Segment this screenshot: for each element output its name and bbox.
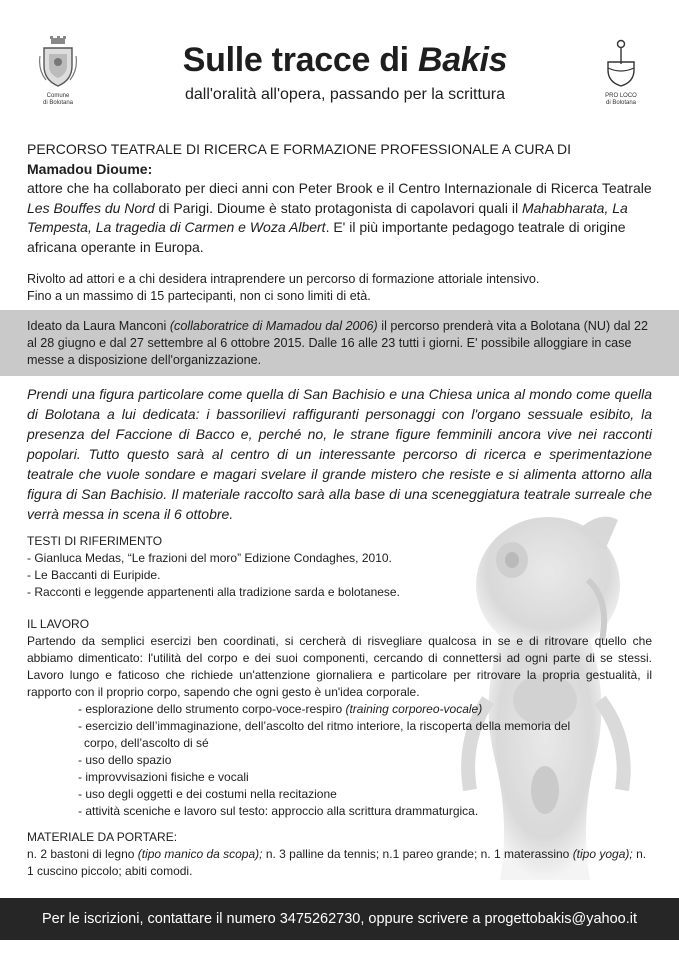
comune-caption-1: Comune — [46, 93, 70, 99]
title-emphasis: Bakis — [417, 41, 508, 79]
lavoro-bullet: - attività sceniche e lavoro sul testo: approccio alla scrittura drammaturgica. — [78, 804, 479, 818]
intro-heading: PERCORSO TEATRALE DI RICERCA E FORMAZIONE PROFESSIONALE A CURA DI — [27, 141, 572, 157]
title-prefix: Sulle tracce di — [182, 41, 418, 79]
bio-text-2: di Parigi. Dioume è stato protagonista di capolavori quali il — [154, 199, 522, 216]
bullet-text: - esplorazione dello strumento corpo-voce-respiro — [78, 702, 346, 716]
reference-item: - Le Baccanti di Euripide. — [27, 568, 161, 582]
lavoro-bullets — [27, 701, 652, 820]
comune-caption-2: di Bolotana — [42, 100, 74, 106]
lavoro-bullet: - uso dello spazio — [78, 753, 172, 767]
materiale-section — [27, 829, 652, 880]
reference-item: - Gianluca Medas, “Le frazioni del moro” Edizione Condaghes, 2010. — [27, 551, 392, 565]
mat-text-3: n. 1 cuscino piccolo; abiti comodi. — [27, 847, 647, 878]
bio-text-3: . E' il più importante pedagogo teatrale di origine africana operante in Europa. — [27, 219, 626, 255]
lavoro-bullet-cont: corpo, dell’ascolto di sé — [84, 736, 209, 750]
lavoro-body: Partendo da semplici esercizi ben coordinati, si cercherà di risvegliare qualcosa in se e di ritrovare quello che abbiamo dimenticato: l'utilità del corpo e dei suoi componenti, cercando di connettersi ad ogni parte di se stessi. Lavoro lungo e faticoso che richiede un'attenzione giornaliera e particolare per ritrovare la propria gestualità, il rapporto con il proprio corpo, sapendo che ogni gesto è un'idea corporale. — [27, 634, 652, 699]
footer-contact: Per le iscrizioni, contattare il numero 3475262730, oppure scrivere a progettobakis@yahoo.it — [0, 898, 679, 940]
crest-icon — [38, 36, 78, 88]
project-description: Prendi una figura particolare come quella di San Bachisio e una Chiesa unica al mondo come quella di Bolotana a lui dedicata: i bassorilievi raffiguranti personaggi con l'organo sessuale esibito, la presenza del Faccione di Bacco e, perché no, le strane figure femminili ancora vive nei racconti popolari. Tutto questo sarà al centro di un interessante percorso di ricerca e sperimentazione teatrale che vuole sondare e magari svelare il grande mistero che resiste e si alimenta attorno alla figura di San Bachisio. Il materiale raccolto sarà alla base di una sceneggiatura teatrale surreale che verrà messa in scena il 6 ottobre. — [27, 386, 652, 522]
band-text-1: Ideato da Laura Manconi — [27, 319, 170, 333]
materiale-heading: MATERIALE DA PORTARE: — [27, 830, 178, 844]
mat-text-1: n. 2 bastoni di legno — [27, 847, 138, 861]
bio-works: Mahabharata, La Tempesta, La tragedia di Carmen e Woza Albert — [27, 199, 628, 235]
band-text-2: il percorso prenderà vita a Bolotana (NU) dal 22 al 28 giugno e dal 27 settembre al 6 ottobre 2015. Dalle 16 alle 23 tutti i giorni. E' possibile alloggiare in case messe a disposizione dell'organizzazione. — [27, 319, 648, 367]
shield-icon — [604, 38, 638, 88]
lavoro-section — [27, 616, 652, 820]
materiale-list — [27, 846, 652, 880]
mat-ital-1: (tipo manico da scopa); — [137, 847, 266, 861]
info-band-text — [27, 318, 652, 369]
proloco-caption-2: di Bolotana — [605, 100, 637, 106]
mat-ital-2: (tipo yoga); — [572, 847, 637, 861]
lavoro-bullet: - improvvisazioni fisiche e vocali — [78, 770, 249, 784]
references-section — [27, 533, 652, 601]
bullet-ital: (training corporeo-vocale) — [345, 702, 483, 716]
teacher-name: Mamadou Dioume: — [27, 160, 153, 177]
page-subtitle: dall'oralità all'opera, passando per la scrittura — [184, 86, 506, 103]
lavoro-bullet: - esercizio dell’immaginazione, dell’ascolto del ritmo interiore, la riscoperta della memoria del — [78, 719, 571, 733]
lavoro-bullet: - uso degli oggetti e dei costumi nella recitazione — [78, 787, 337, 801]
intro-section — [27, 140, 652, 257]
audience-line-2: Fino a un massimo di 15 partecipanti, non ci sono limiti di età. — [27, 289, 371, 303]
teacher-bio — [27, 179, 652, 257]
lavoro-heading: IL LAVORO — [27, 617, 90, 631]
proloco-caption-1: PRO LOCO — [605, 93, 637, 99]
lavoro-bullet — [78, 701, 652, 718]
proloco-logo — [600, 38, 642, 107]
band-ital: (collaboratrice di Mamadou dal 2006) — [169, 319, 378, 333]
bio-text-1: attore che ha collaborato per dieci anni con Peter Brook e il Centro Internazionale di Ricerca Teatrale — [27, 180, 652, 196]
reference-item: - Racconti e leggende appartenenti alla tradizione sarda e bolotanese. — [27, 585, 400, 599]
bio-theatre-name: Les Bouffes du Nord — [27, 199, 155, 216]
audience-section — [27, 271, 652, 305]
audience-line-1: Rivolto ad attori e a chi desidera intraprendere un percorso di formazione attoriale intensivo. — [27, 272, 540, 286]
comune-logo — [36, 36, 80, 107]
page-title — [110, 40, 580, 80]
references-heading: TESTI DI RIFERIMENTO — [27, 534, 163, 548]
mat-text-2: n. 3 palline da tennis; n.1 pareo grande; n. 1 materassino — [265, 847, 573, 861]
